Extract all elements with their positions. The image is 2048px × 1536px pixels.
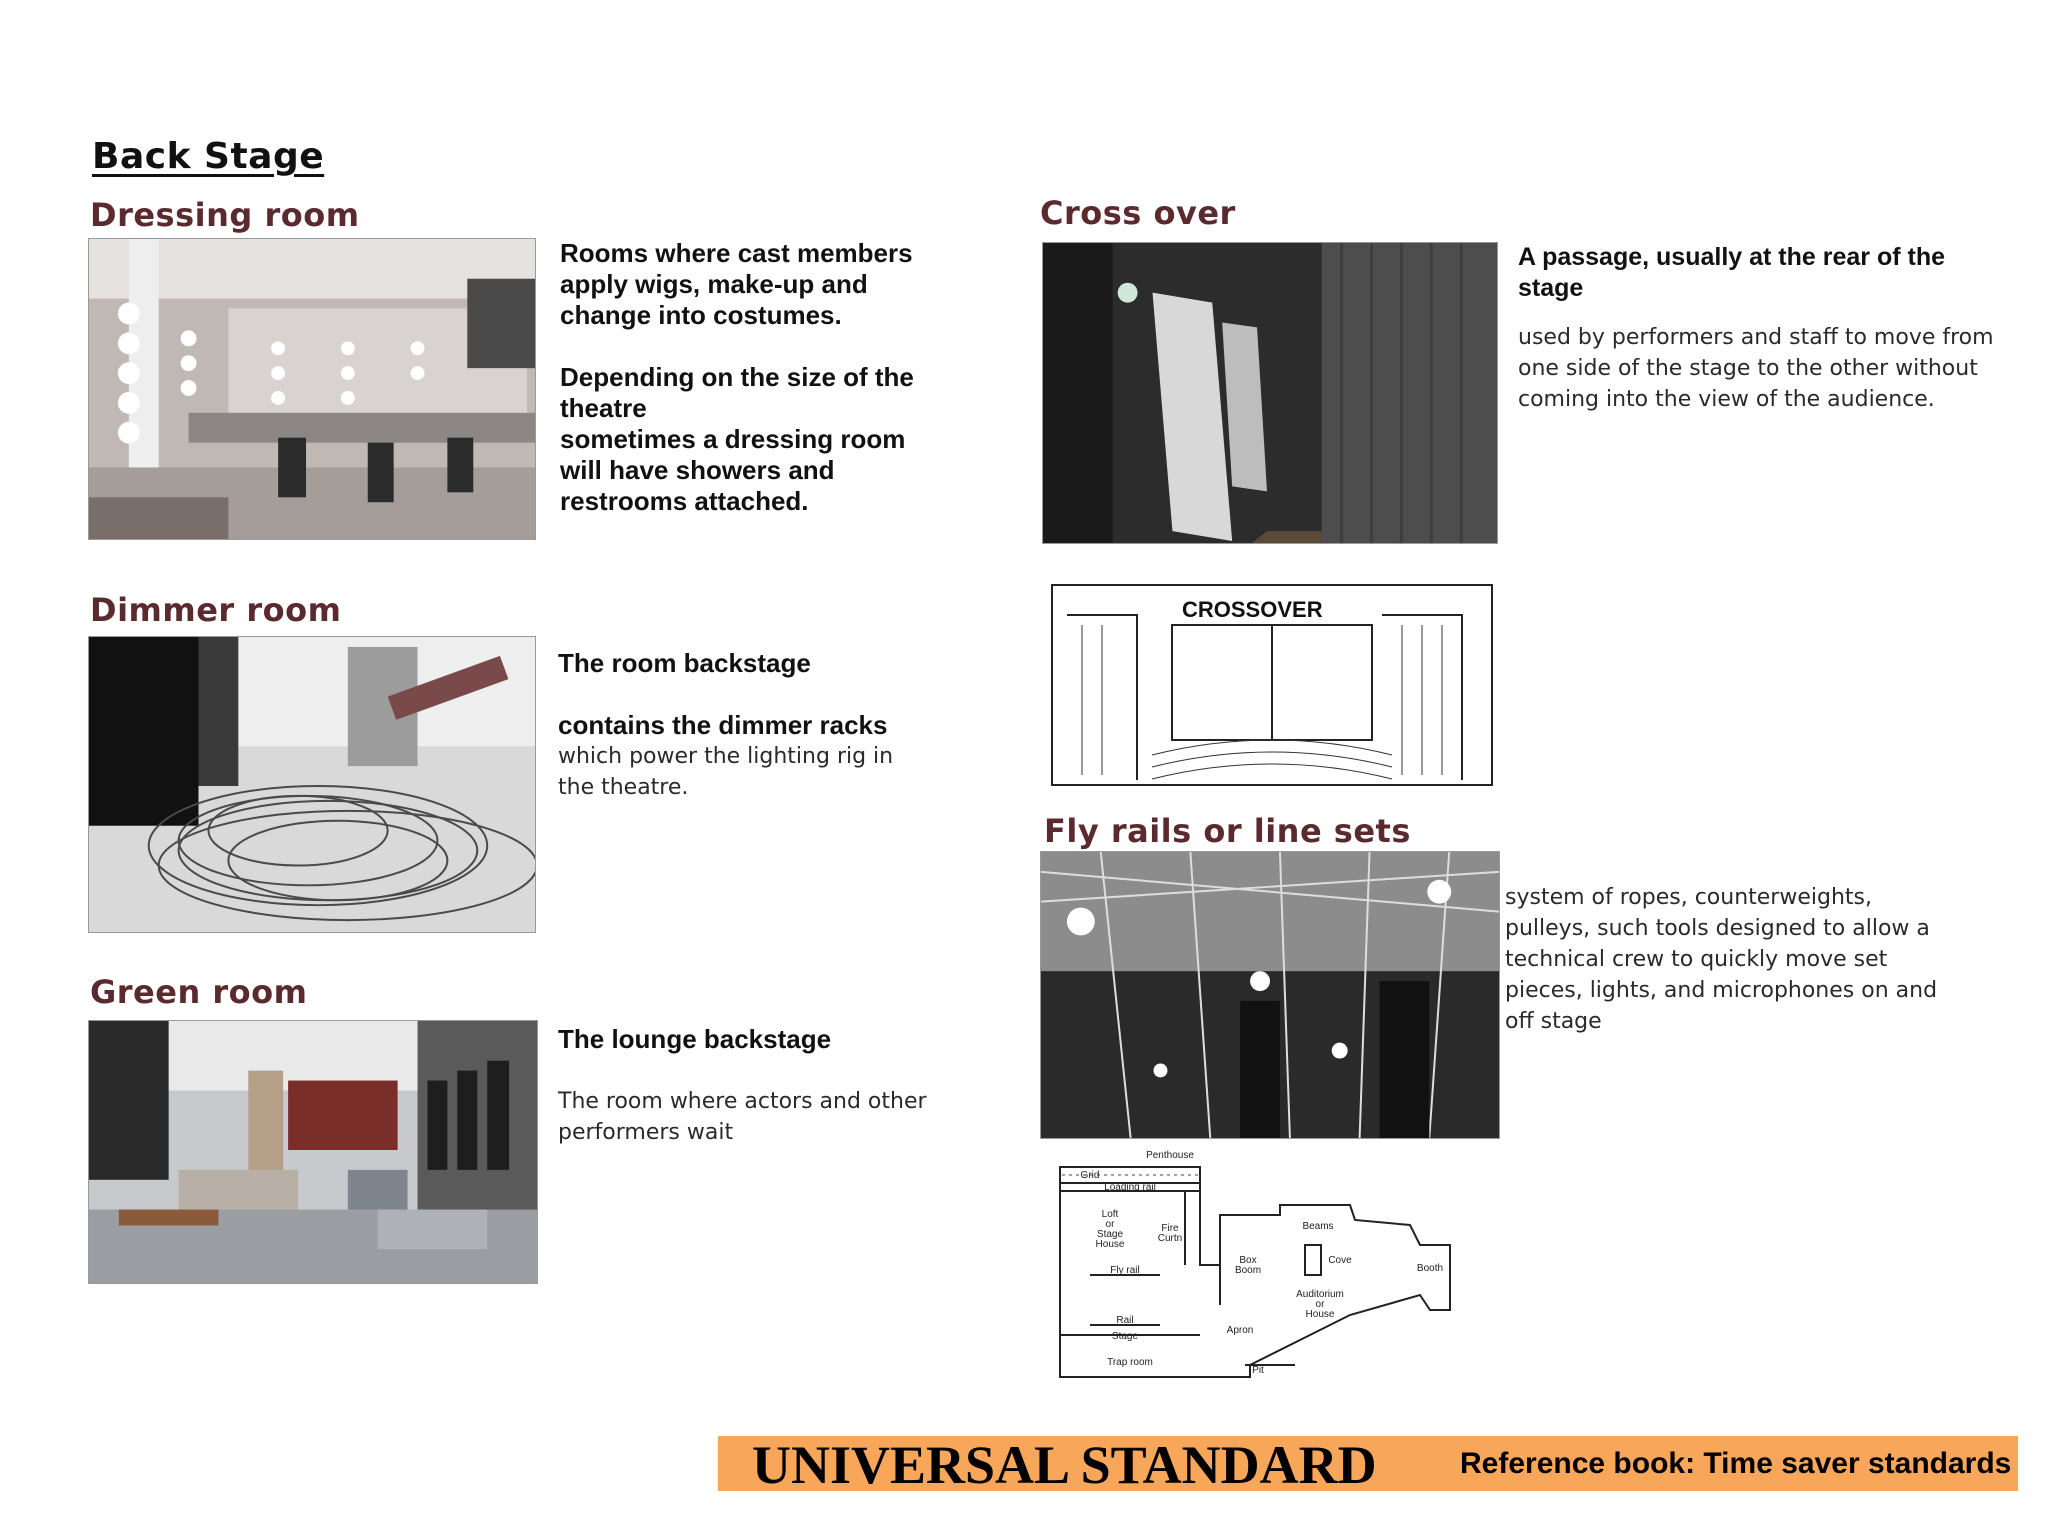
dimmer-room-photo [88,636,536,933]
green-text-line: performers wait [558,1120,734,1145]
diagram-label: House [1305,1309,1335,1320]
diagram-label: Box [1239,1255,1257,1266]
green-room-heading: Green room [90,973,308,1011]
diagram-label: Loft [1101,1209,1119,1220]
diagram-label: Rail [1116,1315,1134,1326]
dressing-text-line: theatre [560,393,647,423]
crossover-plan-drawing [1042,555,1504,793]
fly-text-line: system of ropes, counterweights, [1505,885,1872,910]
crossover-text-line: used by performers and staff to move from [1518,325,1994,350]
crossover-text-line: stage [1518,274,1584,302]
green-room-photo [88,1020,538,1284]
dressing-text-line: sometimes a dressing room [560,424,906,454]
theatre-section-diagram [1050,1145,1490,1385]
dressing-text-line: Depending on the size of the [560,362,914,392]
fly-text-line: pieces, lights, and microphones on and [1505,978,1938,1003]
diagram-label: Grid [1080,1170,1100,1181]
fly-text-line: technical crew to quickly move set [1505,947,1888,972]
cross-over-description [1518,242,2038,415]
diagram-label: House [1095,1239,1125,1250]
dimmer-text-line: contains the dimmer racks [558,710,888,740]
crossover-text-line: A passage, usually at the rear of the [1518,243,1945,271]
dressing-text-line: will have showers and [560,455,835,485]
crossover-text-line: one side of the stage to the other without [1518,356,1978,381]
diagram-label: Trap room [1107,1357,1153,1368]
diagram-label: Curtn [1157,1233,1183,1244]
dressing-text-line: Rooms where cast members [560,238,913,268]
dressing-text-line: restrooms attached. [560,486,809,516]
fly-rails-description [1505,882,2025,1037]
fly-rails-photo [1040,851,1500,1139]
cross-over-photo [1042,242,1498,544]
diagram-label: Fire [1161,1223,1179,1234]
green-text-line: The lounge backstage [558,1024,832,1054]
diagram-label: Fly rail [1110,1265,1140,1276]
dressing-room-description [560,238,980,517]
diagram-label: Penthouse [1146,1150,1194,1161]
page-title: Back Stage [92,136,325,177]
crossover-text-line: coming into the view of the audience. [1518,387,1935,412]
dressing-room-photo [88,238,536,540]
diagram-label: Apron [1226,1325,1254,1336]
footer-reference: Reference book: Time saver standards [1460,1447,2012,1480]
cross-over-heading: Cross over [1040,194,1236,232]
fly-text-line: off stage [1505,1009,1602,1034]
dimmer-text-line: The room backstage [558,648,811,678]
dimmer-text-line: the theatre. [558,775,689,800]
diagram-label: Cove [1328,1255,1352,1266]
diagram-label: or [1315,1299,1325,1310]
dimmer-room-description [558,648,998,803]
diagram-label: Booth [1416,1263,1444,1274]
fly-rails-heading: Fly rails or line sets [1044,812,1411,850]
dressing-text-line: apply wigs, make-up and [560,269,868,299]
crossover-plan-label: CROSSOVER [1182,597,1323,622]
dimmer-text-line: which power the lighting rig in [558,744,894,769]
dressing-text-line: change into costumes. [560,300,842,330]
footer-title: UNIVERSAL STANDARD [752,1435,1377,1495]
diagram-label: Pit [1252,1365,1264,1376]
diagram-label: or [1105,1219,1115,1230]
diagram-label: Beams [1302,1221,1334,1232]
dressing-room-heading: Dressing room [90,196,360,234]
diagram-label: Boom [1234,1265,1262,1276]
dimmer-room-heading: Dimmer room [90,591,342,629]
diagram-label: Stage [1096,1229,1124,1240]
diagram-label: Auditorium [1296,1289,1344,1300]
diagram-label: Loading rail [1104,1182,1156,1193]
green-text-line: The room where actors and other [558,1089,927,1114]
fly-text-line: pulleys, such tools designed to allow a [1505,916,1930,941]
diagram-label: Stage [1111,1331,1139,1342]
green-room-description [558,1024,998,1148]
